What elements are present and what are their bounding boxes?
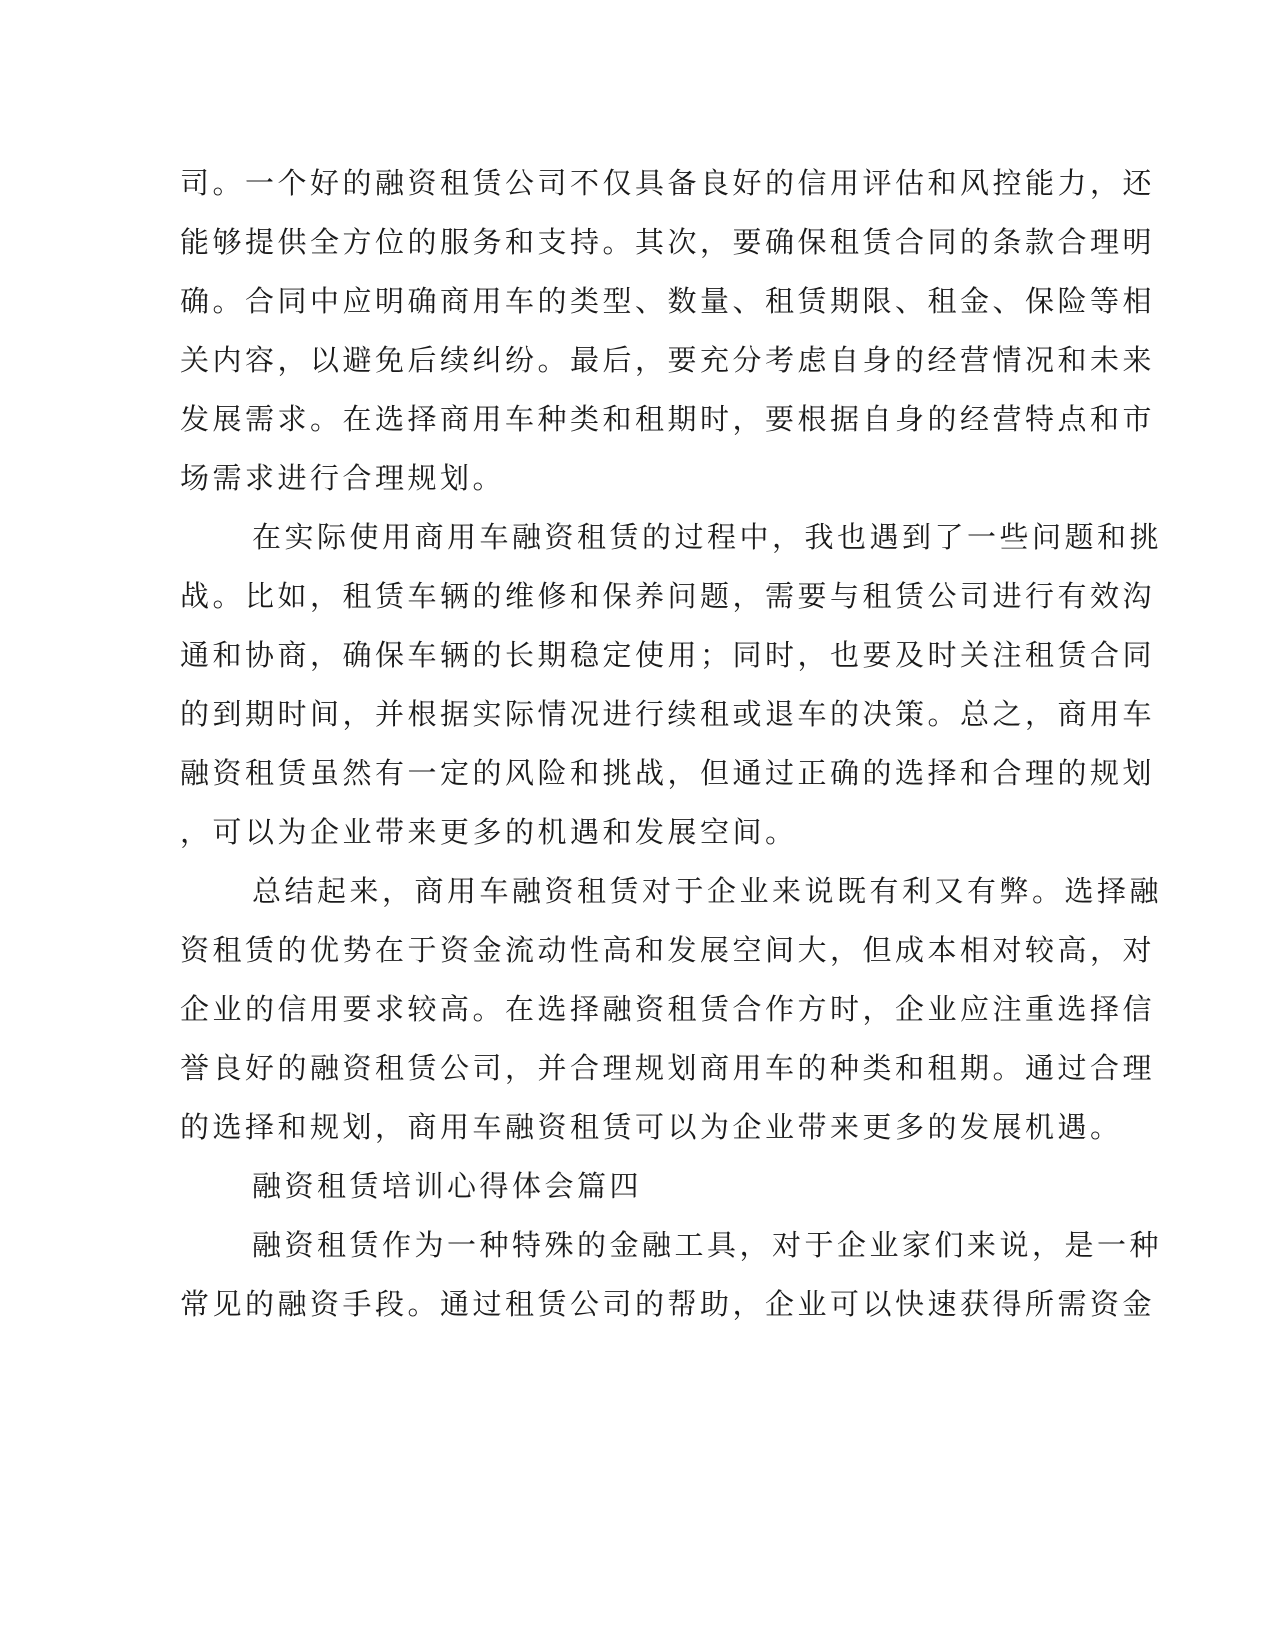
paragraph-first-line: 融资租赁作为一种特殊的金融工具，对于企业家们来说，是一种 [252,1228,1163,1262]
text-line: 的选择和规划，商用车融资租赁可以为企业带来更多的发展机遇。 [180,1110,1123,1144]
text-line: 资租赁的优势在于资金流动性高和发展空间大，但成本相对较高，对 [180,933,1156,967]
text-line: 的到期时间，并根据实际情况进行续租或退车的决策。总之，商用车 [180,697,1156,731]
text-line: ，可以为企业带来更多的机遇和发展空间。 [180,815,798,849]
paragraph-first-line: 总结起来，商用车融资租赁对于企业来说既有利又有弊。选择融 [252,874,1163,908]
text-line: 战。比如，租赁车辆的维修和保养问题，需要与租赁公司进行有效沟 [180,579,1156,613]
text-line: 融资租赁虽然有一定的风险和挑战，但通过正确的选择和合理的规划 [180,756,1156,790]
text-line: 关内容，以避免后续纠纷。最后，要充分考虑自身的经营情况和未来 [180,343,1156,377]
text-line: 确。合同中应明确商用车的类型、数量、租赁期限、租金、保险等相 [180,284,1156,318]
text-line: 发展需求。在选择商用车种类和租期时，要根据自身的经营特点和市 [180,402,1156,436]
text-line: 常见的融资手段。通过租赁公司的帮助，企业可以快速获得所需资金 [180,1287,1156,1321]
text-line: 誉良好的融资租赁公司，并合理规划商用车的种类和租期。通过合理 [180,1051,1156,1085]
paragraph-first-line: 在实际使用商用车融资租赁的过程中，我也遇到了一些问题和挑 [252,520,1163,554]
text-line: 能够提供全方位的服务和支持。其次，要确保租赁合同的条款合理明 [180,225,1156,259]
section-heading: 融资租赁培训心得体会篇四 [252,1169,643,1203]
text-line: 司。一个好的融资租赁公司不仅具备良好的信用评估和风控能力，还 [180,166,1156,200]
text-line: 企业的信用要求较高。在选择融资租赁合作方时，企业应注重选择信 [180,992,1156,1026]
text-line: 通和协商，确保车辆的长期稳定使用；同时，也要及时关注租赁合同 [180,638,1156,672]
text-line: 场需求进行合理规划。 [180,461,506,495]
